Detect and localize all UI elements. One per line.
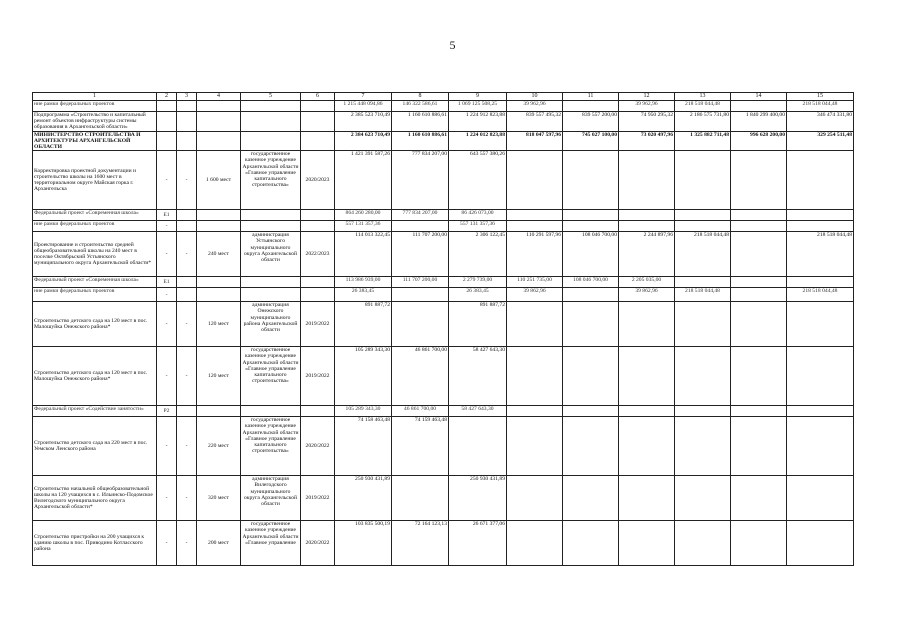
table-cell: 2020/2023: [301, 151, 335, 210]
table-cell: [731, 521, 787, 566]
table-cell: [619, 302, 675, 347]
table-row: [33, 151, 854, 210]
table-cell: 1 224 912 823,88: [449, 112, 507, 132]
header-cell: 9: [449, 93, 507, 101]
table-cell: 891 887,72: [335, 302, 392, 347]
table-cell: [675, 347, 731, 406]
table-cell: 105 289 343,30: [335, 406, 392, 417]
table-cell: [177, 288, 197, 302]
header-cell: 15: [787, 93, 854, 101]
table-cell: [157, 112, 177, 132]
table-cell: государственное казенное учреждение Архангельской области «Главное управление капитального строительства»: [241, 151, 301, 210]
table-cell: [731, 302, 787, 347]
table-cell: [301, 131, 335, 151]
table-cell: -: [157, 221, 177, 232]
table-cell: [241, 131, 301, 151]
table-cell: [619, 347, 675, 406]
table-cell: [787, 221, 854, 232]
table-row: [33, 112, 854, 132]
table-cell: [563, 476, 619, 521]
table-cell: Корректировка проектной документации и строительство школы на 1600 мест в территориальном округе Майская горка г. Архангельска: [33, 151, 157, 210]
table-cell: [507, 406, 563, 417]
table-cell: [619, 521, 675, 566]
table-cell: [301, 112, 335, 132]
table-cell: 777 834 207,00: [392, 151, 449, 210]
table-cell: 218 518 044,48: [787, 101, 854, 112]
table-cell: МИНИСТЕРСТВО СТРОИТЕЛЬСТВА И АРХИТЕКТУРЫ АРХАНГЕЛЬСКОЙ ОБЛАСТИ: [33, 131, 157, 151]
table-cell: -: [157, 521, 177, 566]
table-cell: 1 421 391 587,26: [335, 151, 392, 210]
table-cell: Строительство начальной общеобразовательной школы на 120 учащихся в с. Ильинско-Подомское Вилегодского муниципального округа Архангельской области*: [33, 476, 157, 521]
table-row: [33, 221, 854, 232]
table-cell: [619, 417, 675, 476]
table-cell: 73 020 497,96: [619, 131, 675, 151]
table-cell: [787, 302, 854, 347]
table-cell: [731, 151, 787, 210]
table-cell: E1: [157, 210, 177, 221]
table-cell: -: [177, 232, 197, 277]
table-cell: 74 950 295,32: [619, 112, 675, 132]
table-cell: 111 707 200,00: [392, 232, 449, 277]
table-cell: 1 224 012 823,88: [449, 131, 507, 151]
table-cell: 1 325 882 711,48: [675, 131, 731, 151]
table-cell: [731, 221, 787, 232]
table-cell: [563, 101, 619, 112]
table-cell: [563, 302, 619, 347]
table-cell: 1 069 125 508,25: [449, 101, 507, 112]
table-cell: [507, 210, 563, 221]
table-cell: [177, 277, 197, 288]
table-cell: ние рамки федеральных проектов: [33, 288, 157, 302]
table-cell: 2 244 897,96: [619, 232, 675, 277]
table-cell: [449, 417, 507, 476]
table-cell: Проектирование и строительство средней общеобразовательной школы на 240 мест в поселке Октябрьский Устьянского муниципального округа Архангельской области*: [33, 232, 157, 277]
table-cell: администрация Онежского муниципального района Архангельской области: [241, 302, 301, 347]
table-cell: 2022/2023: [301, 232, 335, 277]
table-cell: 839 557 495,32: [507, 112, 563, 132]
table-cell: [392, 288, 449, 302]
table-cell: -: [157, 302, 177, 347]
table-cell: 250 930 431,89: [449, 476, 507, 521]
table-cell: [563, 288, 619, 302]
table-cell: [177, 406, 197, 417]
table-cell: Подпрограмма «Строительство и капитальный ремонт объектов инфраструктуры системы образования в Архангельской области»: [33, 112, 157, 132]
table-cell: Строительство детского сада на 220 мест в пос. Уемском Ленского района: [33, 417, 157, 476]
table-cell: [177, 131, 197, 151]
table-cell: -: [157, 288, 177, 302]
table-cell: государственное казенное учреждение Архангельской области «Главное управление капитального строительства»: [241, 347, 301, 406]
table-cell: [675, 302, 731, 347]
table-cell: 557 131 357,36: [449, 221, 507, 232]
table-cell: [619, 221, 675, 232]
table-cell: -: [177, 521, 197, 566]
table-cell: 146 322 586,61: [392, 101, 449, 112]
table-cell: 120 мест: [197, 347, 241, 406]
table-row: [33, 131, 854, 151]
table-cell: [675, 521, 731, 566]
table-cell: 240 мест: [197, 232, 241, 277]
table-cell: -: [157, 476, 177, 521]
header-cell: 2: [157, 93, 177, 101]
table-cell: [731, 417, 787, 476]
table-cell: 39 862,96: [507, 288, 563, 302]
table-cell: [301, 406, 335, 417]
table-cell: [197, 221, 241, 232]
table-cell: [507, 221, 563, 232]
table-row: [33, 210, 854, 221]
table-cell: P2: [157, 406, 177, 417]
header-cell: 3: [177, 93, 197, 101]
table-cell: 346 474 331,80: [787, 112, 854, 132]
table-cell: государственное казенное учреждение Архангельской области «Главное управление капитального строительства»: [241, 417, 301, 476]
table-cell: [675, 210, 731, 221]
table-row: [33, 521, 854, 566]
table-cell: [731, 476, 787, 521]
table-cell: Строительство пристройки на 200 учащихся к зданию школы в пос. Приводино Котласского района: [33, 521, 157, 566]
table-cell: 1 160 610 886,61: [392, 112, 449, 132]
table-cell: 2 186 575 731,80: [675, 112, 731, 132]
table-cell: [392, 476, 449, 521]
table-cell: 2 205 035,00: [619, 277, 675, 288]
table-cell: 745 027 100,00: [563, 131, 619, 151]
table-cell: -: [177, 417, 197, 476]
table-cell: [563, 521, 619, 566]
header-cell: 4: [197, 93, 241, 101]
table-cell: [675, 406, 731, 417]
table-cell: [197, 112, 241, 132]
table-cell: 1 840 299 400,00: [731, 112, 787, 132]
table-cell: [675, 417, 731, 476]
table-cell: 74 158 463,48: [335, 417, 392, 476]
table-cell: -: [177, 476, 197, 521]
table-row: [33, 277, 854, 288]
header-cell: 12: [619, 93, 675, 101]
table-cell: -: [177, 302, 197, 347]
table-cell: 218 518 044,48: [675, 288, 731, 302]
table-cell: [675, 277, 731, 288]
table-cell: [787, 277, 854, 288]
table-cell: [563, 151, 619, 210]
table-cell: 218 518 044,48: [675, 232, 731, 277]
table-cell: [731, 347, 787, 406]
table-cell: [197, 406, 241, 417]
table-cell: 2 385 523 710,49: [335, 112, 392, 132]
table-cell: [241, 210, 301, 221]
table-row: [33, 347, 854, 406]
table-cell: 110 251 735,00: [507, 277, 563, 288]
table-cell: [157, 131, 177, 151]
table-cell: 114 013 322,45: [335, 232, 392, 277]
table-row: [33, 476, 854, 521]
table-cell: [787, 476, 854, 521]
table-cell: [177, 101, 197, 112]
table-row: [33, 417, 854, 476]
table-cell: [241, 221, 301, 232]
table-cell: [507, 151, 563, 210]
table-cell: 1 215 448 094,86: [335, 101, 392, 112]
table-cell: [157, 101, 177, 112]
table-cell: [301, 221, 335, 232]
table-cell: [241, 406, 301, 417]
table-cell: 2 279 739,00: [449, 277, 507, 288]
table-cell: 2019/2022: [301, 302, 335, 347]
table-cell: [563, 417, 619, 476]
table-cell: ние рамки федеральных проектов: [33, 221, 157, 232]
table-cell: 2020/2022: [301, 417, 335, 476]
header-cell: 10: [507, 93, 563, 101]
table-cell: Строительство детского сада на 120 мест в пос. Малошуйка Онежского района*: [33, 302, 157, 347]
table-cell: 218 518 044,48: [787, 232, 854, 277]
header-cell: 14: [731, 93, 787, 101]
table-cell: 26 383,45: [335, 288, 392, 302]
table-cell: [787, 521, 854, 566]
table-cell: 74 159 463,48: [392, 417, 449, 476]
table-cell: [787, 347, 854, 406]
table-cell: 26 671 377,06: [449, 521, 507, 566]
table-cell: 72 164 123,13: [392, 521, 449, 566]
header-cell: 11: [563, 93, 619, 101]
table-cell: [301, 277, 335, 288]
table-cell: 58 427 643,30: [449, 406, 507, 417]
table-cell: [731, 277, 787, 288]
table-cell: Федеральный проект «Современная школа»: [33, 210, 157, 221]
table-cell: 2019/2022: [301, 476, 335, 521]
header-cell: 8: [392, 93, 449, 101]
table-cell: [507, 347, 563, 406]
table-cell: -: [157, 417, 177, 476]
table-cell: [731, 406, 787, 417]
table-cell: 1 600 мест: [197, 151, 241, 210]
table-cell: [675, 476, 731, 521]
table-cell: [197, 277, 241, 288]
table-cell: -: [177, 347, 197, 406]
table-cell: 46 861 700,00: [392, 406, 449, 417]
header-row: [33, 93, 854, 101]
table-cell: 111 707 200,00: [392, 277, 449, 288]
table-cell: 2 384 623 710,49: [335, 131, 392, 151]
table-cell: [301, 288, 335, 302]
table-cell: [301, 101, 335, 112]
table-cell: 39 962,96: [507, 101, 563, 112]
table-cell: 108 046 700,00: [563, 277, 619, 288]
table-cell: 2019/2022: [301, 347, 335, 406]
header-cell: 1: [33, 93, 157, 101]
table-cell: [731, 232, 787, 277]
table-cell: [177, 221, 197, 232]
table-cell: 113 986 939,00: [335, 277, 392, 288]
table-cell: 777 834 207,00: [392, 210, 449, 221]
table-cell: 250 930 431,89: [335, 476, 392, 521]
table-cell: [507, 476, 563, 521]
table-cell: [241, 112, 301, 132]
table-cell: [392, 221, 449, 232]
table-cell: [675, 151, 731, 210]
table-cell: 996 628 200,00: [731, 131, 787, 151]
table-cell: [675, 221, 731, 232]
table-row: [33, 406, 854, 417]
table-cell: 103 835 500,19: [335, 521, 392, 566]
table-cell: [619, 151, 675, 210]
table-row: [33, 302, 854, 347]
table-cell: [507, 302, 563, 347]
table-cell: [619, 476, 675, 521]
table-cell: 58 427 643,30: [449, 347, 507, 406]
table-row: [33, 288, 854, 302]
table-cell: [241, 288, 301, 302]
table-row: [33, 101, 854, 112]
table-cell: 220 мест: [197, 417, 241, 476]
header-cell: 5: [241, 93, 301, 101]
table-cell: ние рамки федеральных проектов: [33, 101, 157, 112]
table-cell: [563, 406, 619, 417]
table-cell: администрация Вилегодского муниципального округа Архангельской области: [241, 476, 301, 521]
table-cell: [619, 210, 675, 221]
header-cell: 13: [675, 93, 731, 101]
table-cell: [507, 521, 563, 566]
table-cell: [197, 210, 241, 221]
table-cell: 329 254 511,48: [787, 131, 854, 151]
table-cell: [177, 210, 197, 221]
table-cell: 218 518 044,48: [675, 101, 731, 112]
table-cell: 864 260 280,00: [335, 210, 392, 221]
table-cell: [241, 101, 301, 112]
table-cell: [787, 210, 854, 221]
table-cell: 839 557 200,00: [563, 112, 619, 132]
table-cell: Федеральный проект «Содействие занятости»: [33, 406, 157, 417]
table-cell: [563, 210, 619, 221]
table-cell: государственное казенное учреждение Архангельской области «Главное управление: [241, 521, 301, 566]
table-cell: 818 047 597,96: [507, 131, 563, 151]
table-cell: [563, 221, 619, 232]
table-cell: 110 291 597,96: [507, 232, 563, 277]
table-cell: [731, 288, 787, 302]
table-cell: 2 306 122,45: [449, 232, 507, 277]
table-cell: E1: [157, 277, 177, 288]
table-cell: [392, 302, 449, 347]
table-cell: 26 383,45: [449, 288, 507, 302]
table-cell: 86 426 073,00: [449, 210, 507, 221]
table-cell: [563, 347, 619, 406]
header-cell: 7: [335, 93, 392, 101]
header-cell: 6: [301, 93, 335, 101]
table-cell: [301, 210, 335, 221]
table-cell: 2020/2022: [301, 521, 335, 566]
table-cell: [619, 406, 675, 417]
table-cell: -: [157, 151, 177, 210]
table-cell: 39 862,96: [619, 288, 675, 302]
budget-table: [32, 92, 854, 566]
table-cell: -: [177, 151, 197, 210]
table-cell: [197, 101, 241, 112]
table-cell: 320 мест: [197, 476, 241, 521]
table-cell: [787, 151, 854, 210]
table-row: [33, 232, 854, 277]
table-cell: 108 046 700,00: [563, 232, 619, 277]
table-cell: [507, 417, 563, 476]
table-cell: [241, 277, 301, 288]
table-cell: Строительство детского сада на 120 мест в пос. Малошуйка Онежского района*: [33, 347, 157, 406]
table-cell: 46 861 700,00: [392, 347, 449, 406]
table-cell: -: [157, 347, 177, 406]
table-cell: 105 289 343,30: [335, 347, 392, 406]
table-cell: [197, 288, 241, 302]
table-cell: 1 160 610 886,61: [392, 131, 449, 151]
table-cell: 200 мест: [197, 521, 241, 566]
table-cell: Федеральный проект «Современная школа»: [33, 277, 157, 288]
table-cell: 557 131 357,36: [335, 221, 392, 232]
table-cell: [787, 417, 854, 476]
table-cell: [731, 210, 787, 221]
table-cell: [177, 112, 197, 132]
table-cell: [787, 406, 854, 417]
table-cell: [197, 131, 241, 151]
page-number: 5: [449, 38, 456, 52]
table-cell: 39 962,96: [619, 101, 675, 112]
table-cell: 218 518 044,48: [787, 288, 854, 302]
table-cell: -: [157, 232, 177, 277]
table-cell: администрация Устьянского муниципального округа Архангельской области: [241, 232, 301, 277]
table-cell: 643 557 380,26: [449, 151, 507, 210]
table-cell: 120 мест: [197, 302, 241, 347]
table-cell: 891 887,72: [449, 302, 507, 347]
table-cell: [731, 101, 787, 112]
